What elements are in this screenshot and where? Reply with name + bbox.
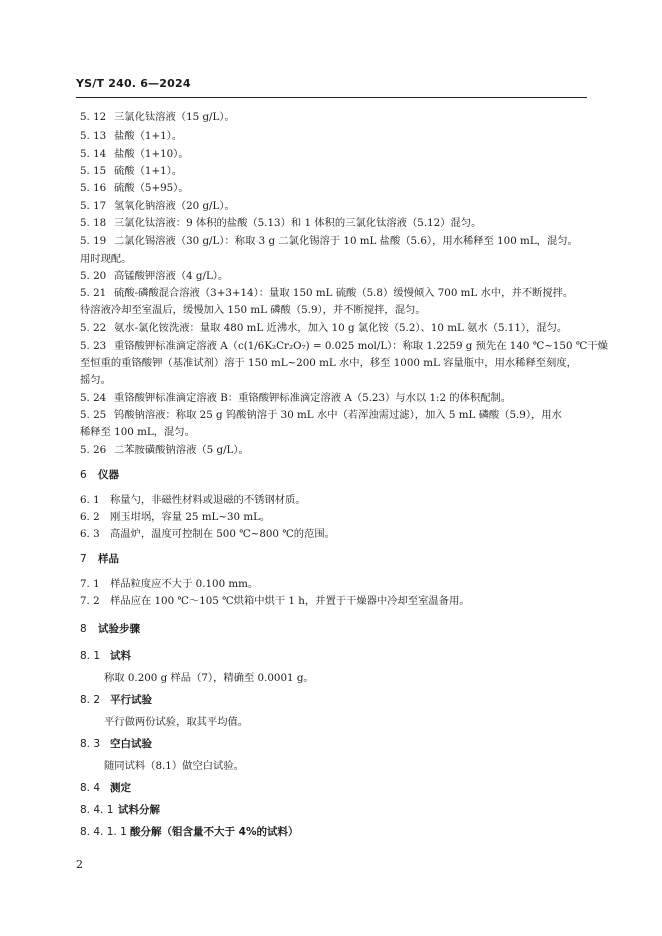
section-number: 8. 4. 1. 1 [80, 826, 127, 838]
clause-text: 高温炉，温度可控制在 500 ℃~800 ℃的范围。 [110, 528, 335, 540]
list-item-continuation [80, 425, 195, 439]
clause-text: 三氯化钛溶液：9 体积的盐酸（5.13）和 1 体积的三氯化钛溶液（5.12）混匀。 [114, 217, 482, 229]
list-item-continuation [80, 303, 426, 317]
section-title: 测定 [110, 782, 131, 794]
clause-text: 重铬酸钾标准滴定溶液 A（c(1/6K₂Cr₂O₇) = 0.025 mol/L）：称取 1.2259 g 预先在 140 ℃~150 ℃干燥 [114, 340, 608, 352]
clause-number: 5. 25 [80, 409, 107, 421]
section-number: 6 [80, 469, 87, 481]
subsection-heading-8-3 [80, 737, 152, 751]
list-item [80, 181, 189, 195]
clause-text: 盐酸（1+1）。 [114, 130, 183, 142]
clause-text: 待溶液冷却至室温后，缓慢加入 150 mL 磷酸（5.9），并不断搅拌，混匀。 [80, 304, 426, 316]
section-title: 试料 [110, 650, 131, 662]
list-item-continuation [80, 252, 131, 266]
section-number: 8. 3 [80, 738, 101, 750]
clause-text: 盐酸（1+10）。 [114, 148, 189, 160]
subsection-heading-8-4 [80, 781, 131, 795]
subsection-heading-8-1 [80, 649, 131, 663]
clause-number: 7. 2 [80, 595, 100, 607]
list-item [80, 110, 235, 124]
section-number: 8. 2 [80, 694, 101, 706]
clause-text: 样品粒度应不大于 0.100 mm。 [110, 578, 259, 590]
clause-text: 稀释至 100 mL，混匀。 [80, 426, 195, 438]
list-item [80, 577, 258, 591]
clause-text: 氨水-氯化铵洗液：量取 480 mL 近沸水，加入 10 g 氯化铵（5.2）、10 mL 氨水（5.11），混匀。 [114, 322, 568, 334]
section-title: 酸分解（钼含量不大于 4%的试料） [130, 826, 299, 838]
list-item [80, 493, 306, 507]
clause-text: 称量勺，非磁性材料或退磁的不锈钢材质。 [110, 494, 306, 506]
clause-text: 刚玉坩埚，容量 25 mL~30 mL。 [110, 511, 271, 523]
document-code-header: YS/T 240. 6—2024 [76, 77, 191, 90]
list-item-continuation [80, 356, 577, 370]
section-title: 样品 [98, 553, 119, 565]
list-item [80, 391, 511, 405]
clause-number: 5. 16 [80, 182, 107, 194]
clause-number: 5. 23 [80, 340, 107, 352]
paragraph: 称取 0.200 g 样品（7），精确至 0.0001 g。 [104, 672, 314, 684]
clause-text: 三氯化钛溶液（15 g/L）。 [114, 111, 235, 123]
clause-text: 钨酸钠溶液：称取 25 g 钨酸钠溶于 30 mL 水中（若浑浊需过滤），加入 5 mL 磷酸（5.9），用水 [114, 409, 562, 421]
clause-number: 7. 1 [80, 578, 100, 590]
list-item [80, 199, 235, 213]
page-number: 2 [76, 858, 83, 871]
clause-text: 至恒重的重铬酸钾（基准试剂）溶于 150 mL~200 mL 水中，移至 1000 mL 容量瓶中，用水稀释至刻度， [80, 357, 577, 369]
list-item [80, 216, 481, 230]
section-title: 试料分解 [118, 804, 160, 816]
section-heading-6 [80, 468, 119, 482]
clause-text: 样品应在 100 ℃～105 ℃烘箱中烘干 1 h，并置于干燥器中冷却至室温备用。 [110, 595, 470, 607]
clause-number: 5. 21 [80, 287, 107, 299]
list-item [80, 527, 335, 541]
subsection-heading-8-4-1 [80, 803, 160, 817]
list-item [80, 164, 182, 178]
list-item [80, 321, 567, 335]
list-item-continuation [80, 373, 111, 387]
section-number: 8 [80, 623, 87, 635]
subsection-heading-8-2 [80, 693, 152, 707]
paragraph: 平行做两份试验，取其平均值。 [104, 716, 249, 728]
section-number: 8. 1 [80, 650, 101, 662]
clause-text: 高锰酸钾溶液（4 g/L）。 [114, 270, 229, 282]
section-title: 试验步骤 [98, 623, 140, 635]
clause-number: 5. 22 [80, 322, 107, 334]
list-item [80, 408, 562, 422]
section-title: 仪器 [98, 469, 119, 481]
clause-text: 硫酸（5+95）。 [114, 182, 189, 194]
list-item [80, 339, 608, 353]
list-item [80, 443, 249, 457]
clause-number: 5. 24 [80, 392, 107, 404]
paragraph: 随同试料（8.1）做空白试验。 [104, 760, 244, 772]
list-item [80, 129, 182, 143]
section-title: 空白试验 [110, 738, 152, 750]
clause-number: 6. 3 [80, 528, 100, 540]
clause-number: 6. 1 [80, 494, 100, 506]
clause-text: 二氯化锡溶液（30 g/L）：称取 3 g 二氯化锡溶于 10 mL 盐酸（5.6），用水稀释至 100 mL，混匀。 [114, 235, 578, 247]
clause-number: 5. 14 [80, 148, 107, 160]
list-item [80, 510, 270, 524]
list-item [80, 234, 578, 248]
section-number: 8. 4 [80, 782, 101, 794]
section-title: 平行试验 [110, 694, 152, 706]
clause-text: 用时现配。 [80, 253, 132, 265]
clause-text: 硫酸（1+1）。 [114, 165, 183, 177]
list-item [80, 147, 189, 161]
section-number: 8. 4. 1 [80, 804, 114, 816]
section-heading-7 [80, 552, 119, 566]
section-heading-8 [80, 622, 140, 636]
clause-number: 5. 13 [80, 130, 107, 142]
list-item [80, 269, 228, 283]
section-number: 7 [80, 553, 87, 565]
clause-number: 5. 12 [80, 111, 107, 123]
list-item [80, 286, 573, 300]
clause-number: 5. 26 [80, 444, 107, 456]
clause-number: 5. 18 [80, 217, 107, 229]
clause-number: 5. 20 [80, 270, 107, 282]
list-item [80, 594, 470, 608]
clause-number: 5. 17 [80, 200, 107, 212]
clause-text: 重铬酸钾标准滴定溶液 B：重铬酸钾标准滴定溶液 A（5.23）与水以 1:2 的体积配制。 [114, 392, 512, 404]
clause-text: 摇匀。 [80, 374, 111, 386]
clause-text: 硫酸-磷酸混合溶液（3+3+14）：量取 150 mL 硫酸（5.8）缓慢倾入 700 mL 水中，并不断搅拌。 [114, 287, 574, 299]
clause-text: 氢氧化钠溶液（20 g/L）。 [114, 200, 235, 212]
subsection-heading-8-4-1-1 [80, 825, 298, 839]
clause-number: 5. 19 [80, 235, 107, 247]
clause-number: 5. 15 [80, 165, 107, 177]
header-divider [76, 97, 587, 98]
clause-number: 6. 2 [80, 511, 100, 523]
clause-text: 二苯胺磺酸钠溶液（5 g/L）。 [114, 444, 249, 456]
